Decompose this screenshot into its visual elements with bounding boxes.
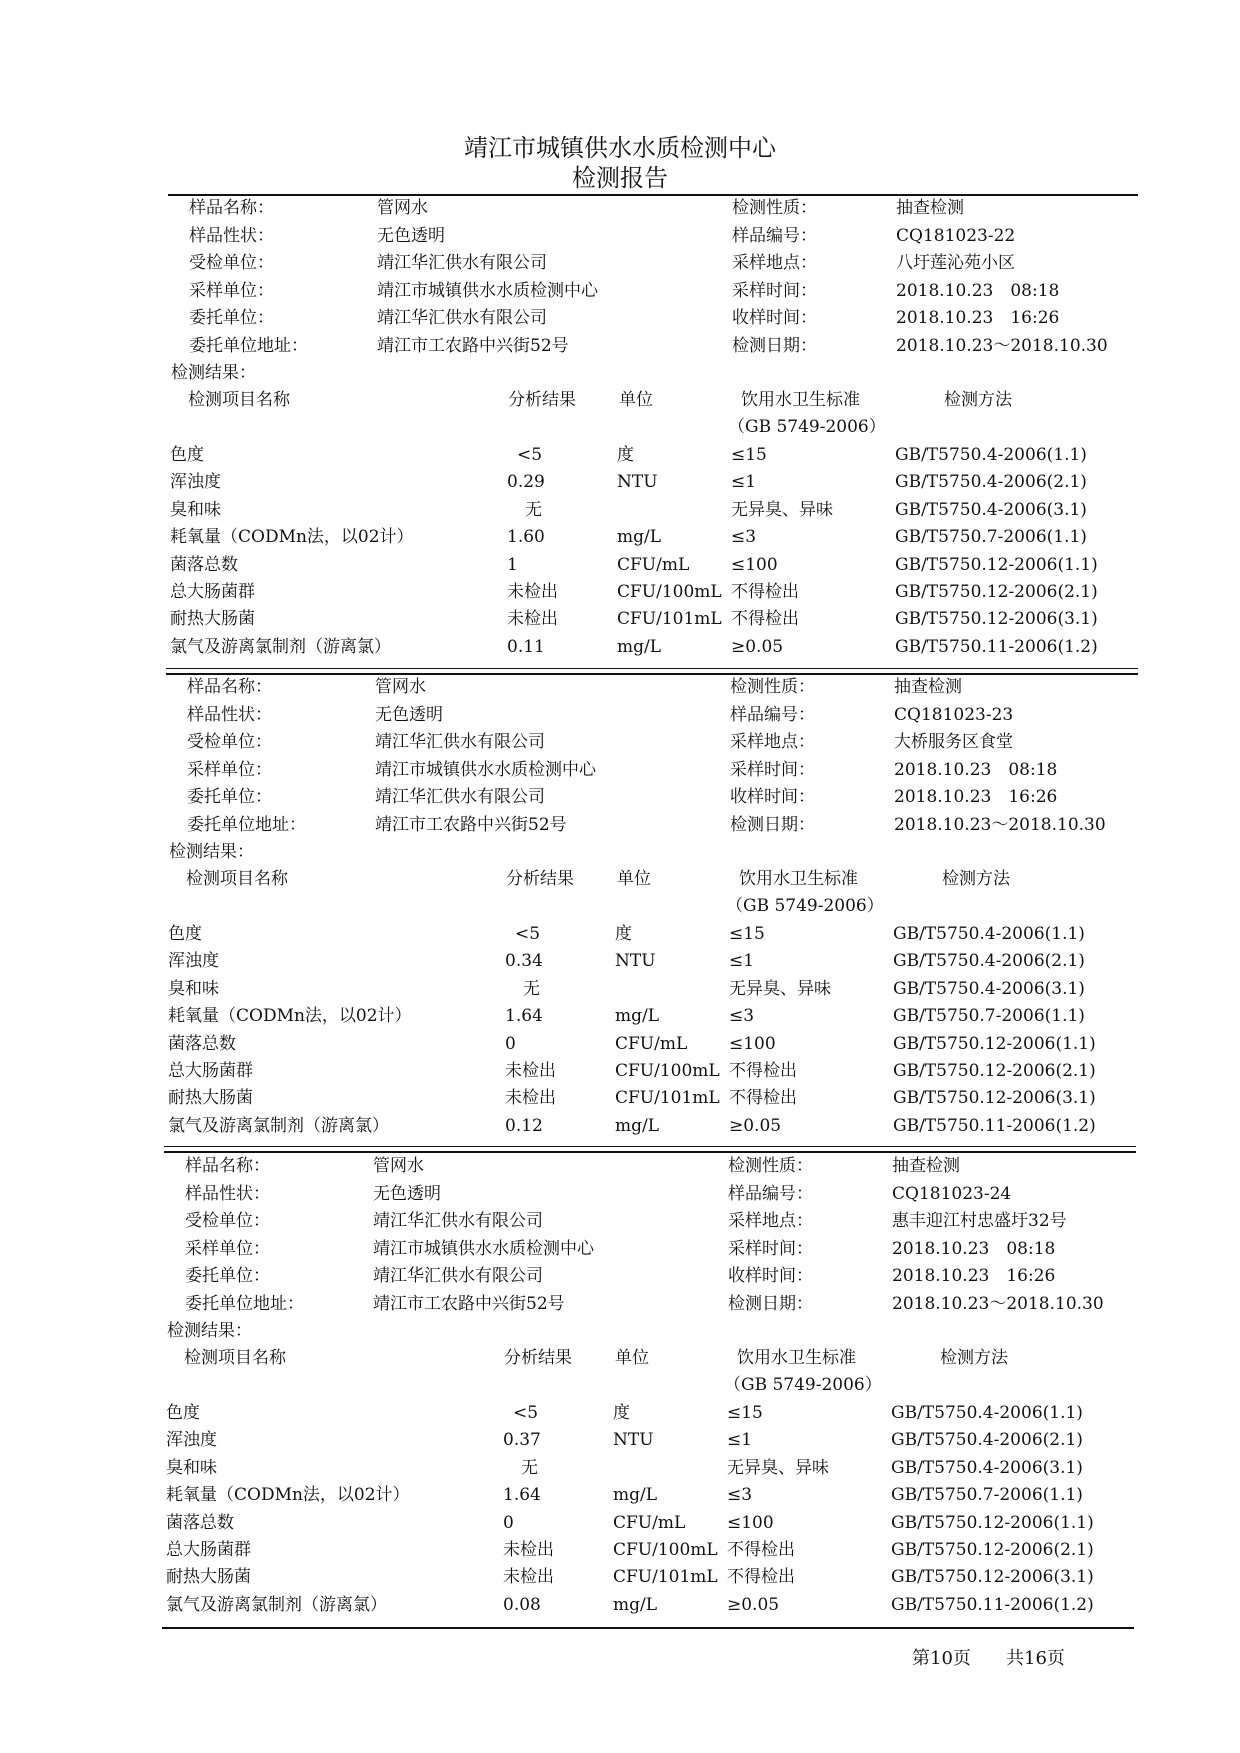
receive-time-label: 收样时间： — [732, 308, 817, 328]
sampling-time-value: 2018.10.23 08:18 — [896, 280, 1060, 301]
cell-item: 菌落总数 — [166, 1512, 234, 1533]
cell-item: 氯气及游离氯制剂（游离氯） — [166, 1594, 387, 1615]
cell-item: 浑浊度 — [166, 1430, 217, 1451]
sampling-site-label: 采样地点： — [732, 253, 817, 273]
column-header-result: 分析结果 — [508, 390, 576, 410]
cell-unit: 度 — [617, 445, 634, 465]
cell-result: 无 — [525, 499, 542, 520]
receive-time-value: 2018.10.23 16:26 — [896, 308, 1060, 328]
column-header-standard: 饮用水卫生标准 — [739, 869, 858, 889]
cell-standard: 不得检出 — [729, 1061, 797, 1081]
cell-method: GB/T5750.12-2006(2.1) — [893, 1061, 1096, 1081]
cell-method: GB/T5750.7-2006(1.1) — [895, 527, 1087, 548]
cell-standard: ≤15 — [727, 1403, 763, 1423]
sampling-site-value: 八圩莲沁苑小区 — [896, 253, 1015, 273]
cell-result: 未检出 — [503, 1567, 554, 1588]
cell-standard: 不得检出 — [727, 1540, 795, 1560]
cell-standard: 不得检出 — [731, 582, 799, 602]
results-label: 检测结果： — [167, 1321, 252, 1341]
test-date-label: 检测日期： — [730, 814, 815, 835]
column-header-standard: 饮用水卫生标准 — [741, 390, 860, 410]
sampling-unit-value: 靖江市城镇供水水质检测中心 — [373, 1238, 594, 1259]
cell-result: 0 — [505, 1033, 516, 1054]
cell-unit: mg/L — [615, 1115, 660, 1136]
report-title: 检测报告 — [572, 164, 668, 192]
cell-item: 耐热大肠菌 — [166, 1567, 251, 1588]
cell-result: 0.08 — [503, 1594, 541, 1615]
cell-method: GB/T5750.4-2006(2.1) — [891, 1430, 1083, 1451]
cell-item: 耗氧量（CODMn法，以02计） — [168, 1006, 412, 1027]
cell-method: GB/T5750.12-2006(2.1) — [895, 582, 1098, 602]
column-header-method: 检测方法 — [942, 869, 1010, 889]
sample-section — [0, 195, 1240, 665]
inspected-unit-label: 受检单位： — [187, 732, 272, 752]
cell-standard: ≤15 — [729, 924, 765, 944]
cell-item: 总大肠菌群 — [166, 1540, 251, 1560]
column-header-unit: 单位 — [615, 1348, 649, 1368]
receive-time-label: 收样时间： — [728, 1266, 813, 1286]
cell-method: GB/T5750.12-2006(3.1) — [895, 609, 1098, 630]
cell-result: 未检出 — [507, 609, 558, 630]
sampling-site-value: 惠丰迎江村忠盛圩32号 — [892, 1211, 1067, 1231]
inspected-unit-value: 靖江华汇供水有限公司 — [377, 253, 547, 273]
cell-result: 无 — [521, 1457, 538, 1478]
cell-method: GB/T5750.12-2006(2.1) — [891, 1540, 1094, 1560]
cell-method: GB/T5750.11-2006(1.2) — [895, 636, 1098, 657]
sampling-time-label: 采样时间： — [728, 1238, 813, 1259]
inspected-unit-value: 靖江华汇供水有限公司 — [375, 732, 545, 752]
results-label: 检测结果： — [171, 363, 256, 383]
sample-no-value: CQ181023-22 — [896, 225, 1016, 246]
client-address-value: 靖江市工农路中兴街52号 — [377, 335, 569, 356]
sample-name-value: 管网水 — [375, 677, 426, 697]
cell-result: 0.12 — [505, 1115, 543, 1136]
cell-method: GB/T5750.12-2006(3.1) — [891, 1567, 1094, 1588]
cell-method: GB/T5750.11-2006(1.2) — [891, 1594, 1094, 1615]
column-header-method: 检测方法 — [944, 390, 1012, 410]
client-address-value: 靖江市工农路中兴街52号 — [375, 814, 567, 835]
sampling-unit-label: 采样单位： — [187, 759, 272, 780]
sample-name-value: 管网水 — [373, 1156, 424, 1176]
cell-item: 耗氧量（CODMn法，以02计） — [166, 1485, 410, 1506]
cell-method: GB/T5750.4-2006(2.1) — [895, 472, 1087, 493]
cell-result: 未检出 — [507, 582, 558, 602]
sample-section — [0, 1153, 1240, 1623]
cell-result: 0.11 — [507, 636, 545, 657]
cell-item: 臭和味 — [168, 978, 219, 999]
cell-item: 氯气及游离氯制剂（游离氯） — [168, 1115, 389, 1136]
client-unit-value: 靖江华汇供水有限公司 — [377, 308, 547, 328]
sample-state-value: 无色透明 — [375, 704, 443, 725]
cell-unit: CFU/mL — [613, 1512, 686, 1533]
client-unit-label: 委托单位： — [189, 308, 274, 328]
cell-standard: 无异臭、异味 — [727, 1457, 829, 1478]
cell-standard: 不得检出 — [729, 1088, 797, 1109]
page-number: 第10页 — [912, 1648, 971, 1669]
cell-unit: CFU/mL — [617, 554, 690, 575]
inspected-unit-label: 受检单位： — [185, 1211, 270, 1231]
sample-section — [0, 674, 1240, 1144]
sampling-unit-label: 采样单位： — [185, 1238, 270, 1259]
cell-item: 氯气及游离氯制剂（游离氯） — [170, 636, 391, 657]
test-nature-label: 检测性质： — [732, 198, 817, 218]
column-header-unit: 单位 — [617, 869, 651, 889]
page-total: 共16页 — [1006, 1648, 1065, 1669]
cell-result: 未检出 — [505, 1061, 556, 1081]
cell-result: <5 — [517, 445, 543, 465]
cell-item: 总大肠菌群 — [168, 1061, 253, 1081]
client-unit-value: 靖江华汇供水有限公司 — [375, 787, 545, 807]
cell-item: 耗氧量（CODMn法，以02计） — [170, 527, 414, 548]
cell-standard: ≤1 — [731, 472, 757, 493]
cell-unit: CFU/100mL — [613, 1540, 718, 1560]
cell-unit: CFU/101mL — [617, 609, 722, 630]
cell-standard: 无异臭、异味 — [731, 499, 833, 520]
cell-result: 1 — [507, 554, 518, 575]
test-nature-value: 抽查检测 — [896, 198, 964, 218]
cell-unit: NTU — [615, 951, 656, 972]
column-header-item: 检测项目名称 — [184, 1348, 286, 1368]
cell-result: 未检出 — [505, 1088, 556, 1109]
cell-method: GB/T5750.12-2006(1.1) — [891, 1512, 1094, 1533]
cell-standard: ≤3 — [729, 1006, 755, 1027]
sampling-site-label: 采样地点： — [728, 1211, 813, 1231]
sample-state-label: 样品性状： — [189, 225, 274, 246]
client-unit-label: 委托单位： — [187, 787, 272, 807]
sampling-site-value: 大桥服务区食堂 — [894, 732, 1013, 752]
cell-result: 0 — [503, 1512, 514, 1533]
test-date-label: 检测日期： — [728, 1293, 813, 1314]
cell-method: GB/T5750.7-2006(1.1) — [893, 1006, 1085, 1027]
cell-unit: 度 — [613, 1403, 630, 1423]
cell-item: 臭和味 — [166, 1457, 217, 1478]
sampling-time-value: 2018.10.23 08:18 — [892, 1238, 1056, 1259]
cell-unit: NTU — [613, 1430, 654, 1451]
sample-name-label: 样品名称： — [187, 677, 272, 697]
cell-result: 未检出 — [503, 1540, 554, 1560]
cell-method: GB/T5750.4-2006(3.1) — [895, 499, 1087, 520]
cell-item: 耐热大肠菌 — [170, 609, 255, 630]
cell-method: GB/T5750.12-2006(3.1) — [893, 1088, 1096, 1109]
cell-method: GB/T5750.4-2006(1.1) — [895, 445, 1087, 465]
cell-unit: 度 — [615, 924, 632, 944]
cell-standard: ≥0.05 — [731, 636, 784, 657]
client-address-label: 委托单位地址： — [185, 1293, 304, 1314]
cell-item: 浑浊度 — [170, 472, 221, 493]
cell-standard: ≤100 — [727, 1512, 774, 1533]
cell-result: 0.29 — [507, 472, 545, 493]
sample-no-label: 样品编号： — [730, 704, 815, 725]
test-date-value: 2018.10.23～2018.10.30 — [896, 335, 1108, 356]
cell-unit: CFU/101mL — [615, 1088, 720, 1109]
cell-method: GB/T5750.4-2006(3.1) — [891, 1457, 1083, 1478]
cell-method: GB/T5750.4-2006(1.1) — [891, 1403, 1083, 1423]
cell-result: 无 — [523, 978, 540, 999]
cell-unit: CFU/101mL — [613, 1567, 718, 1588]
test-date-value: 2018.10.23～2018.10.30 — [894, 814, 1106, 835]
cell-item: 浑浊度 — [168, 951, 219, 972]
column-header-standard-ref: （GB 5749-2006） — [728, 417, 886, 437]
cell-standard: ≥0.05 — [727, 1594, 780, 1615]
cell-method: GB/T5750.4-2006(2.1) — [893, 951, 1085, 972]
cell-standard: ≥0.05 — [729, 1115, 782, 1136]
cell-standard: ≤100 — [731, 554, 778, 575]
cell-standard: 不得检出 — [731, 609, 799, 630]
sample-no-value: CQ181023-24 — [892, 1183, 1012, 1204]
column-header-item: 检测项目名称 — [186, 869, 288, 889]
column-header-standard-ref: （GB 5749-2006） — [726, 896, 884, 916]
cell-method: GB/T5750.4-2006(1.1) — [893, 924, 1085, 944]
cell-method: GB/T5750.7-2006(1.1) — [891, 1485, 1083, 1506]
cell-item: 臭和味 — [170, 499, 221, 520]
cell-unit: CFU/mL — [615, 1033, 688, 1054]
client-address-value: 靖江市工农路中兴街52号 — [373, 1293, 565, 1314]
client-unit-label: 委托单位： — [185, 1266, 270, 1286]
cell-method: GB/T5750.4-2006(3.1) — [893, 978, 1085, 999]
sample-no-label: 样品编号： — [728, 1183, 813, 1204]
sampling-unit-label: 采样单位： — [189, 280, 274, 301]
cell-method: GB/T5750.12-2006(1.1) — [895, 554, 1098, 575]
cell-result: 1.60 — [507, 527, 545, 548]
test-date-label: 检测日期： — [732, 335, 817, 356]
cell-unit: mg/L — [613, 1594, 658, 1615]
report-org: 靖江市城镇供水水质检测中心 — [464, 134, 776, 162]
cell-standard: ≤100 — [729, 1033, 776, 1054]
sampling-time-label: 采样时间： — [732, 280, 817, 301]
cell-standard: ≤1 — [727, 1430, 753, 1451]
cell-item: 色度 — [170, 445, 204, 465]
cell-item: 色度 — [166, 1403, 200, 1423]
sample-name-label: 样品名称： — [189, 198, 274, 218]
sample-name-value: 管网水 — [377, 198, 428, 218]
column-header-item: 检测项目名称 — [188, 390, 290, 410]
receive-time-label: 收样时间： — [730, 787, 815, 807]
inspected-unit-value: 靖江华汇供水有限公司 — [373, 1211, 543, 1231]
sampling-time-value: 2018.10.23 08:18 — [894, 759, 1058, 780]
sample-no-value: CQ181023-23 — [894, 704, 1014, 725]
test-nature-label: 检测性质： — [728, 1156, 813, 1176]
column-header-unit: 单位 — [619, 390, 653, 410]
receive-time-value: 2018.10.23 16:26 — [892, 1266, 1056, 1286]
client-address-label: 委托单位地址： — [189, 335, 308, 356]
cell-method: GB/T5750.12-2006(1.1) — [893, 1033, 1096, 1054]
cell-result: <5 — [515, 924, 541, 944]
cell-unit: mg/L — [613, 1485, 658, 1506]
cell-item: 总大肠菌群 — [170, 582, 255, 602]
separator-line — [164, 1146, 1136, 1147]
separator-line — [162, 1627, 1134, 1629]
cell-result: 1.64 — [505, 1006, 543, 1027]
inspected-unit-label: 受检单位： — [189, 253, 274, 273]
sampling-unit-value: 靖江市城镇供水水质检测中心 — [375, 759, 596, 780]
sample-state-label: 样品性状： — [185, 1183, 270, 1204]
cell-method: GB/T5750.11-2006(1.2) — [893, 1115, 1096, 1136]
cell-result: 0.34 — [505, 951, 543, 972]
cell-standard: 不得检出 — [727, 1567, 795, 1588]
cell-result: 1.64 — [503, 1485, 541, 1506]
test-nature-value: 抽查检测 — [894, 677, 962, 697]
column-header-method: 检测方法 — [940, 1348, 1008, 1368]
results-label: 检测结果： — [169, 842, 254, 862]
sample-no-label: 样品编号： — [732, 225, 817, 246]
cell-standard: ≤1 — [729, 951, 755, 972]
cell-standard: ≤15 — [731, 445, 767, 465]
cell-item: 菌落总数 — [168, 1033, 236, 1054]
column-header-result: 分析结果 — [506, 869, 574, 889]
test-nature-label: 检测性质： — [730, 677, 815, 697]
client-address-label: 委托单位地址： — [187, 814, 306, 835]
column-header-standard-ref: （GB 5749-2006） — [724, 1375, 882, 1395]
receive-time-value: 2018.10.23 16:26 — [894, 787, 1058, 807]
cell-result: <5 — [513, 1403, 539, 1423]
cell-standard: ≤3 — [727, 1485, 753, 1506]
cell-standard: ≤3 — [731, 527, 757, 548]
cell-unit: CFU/100mL — [615, 1061, 720, 1081]
cell-unit: mg/L — [617, 636, 662, 657]
cell-unit: mg/L — [617, 527, 662, 548]
sample-name-label: 样品名称： — [185, 1156, 270, 1176]
column-header-result: 分析结果 — [504, 1348, 572, 1368]
cell-unit: mg/L — [615, 1006, 660, 1027]
test-nature-value: 抽查检测 — [892, 1156, 960, 1176]
sample-state-label: 样品性状： — [187, 704, 272, 725]
cell-unit: NTU — [617, 472, 658, 493]
client-unit-value: 靖江华汇供水有限公司 — [373, 1266, 543, 1286]
cell-item: 耐热大肠菌 — [168, 1088, 253, 1109]
cell-standard: 无异臭、异味 — [729, 978, 831, 999]
column-header-standard: 饮用水卫生标准 — [737, 1348, 856, 1368]
sample-state-value: 无色透明 — [377, 225, 445, 246]
cell-result: 0.37 — [503, 1430, 541, 1451]
separator-line — [166, 668, 1138, 669]
sampling-time-label: 采样时间： — [730, 759, 815, 780]
cell-item: 菌落总数 — [170, 554, 238, 575]
cell-unit: CFU/100mL — [617, 582, 722, 602]
sampling-unit-value: 靖江市城镇供水水质检测中心 — [377, 280, 598, 301]
cell-item: 色度 — [168, 924, 202, 944]
sample-state-value: 无色透明 — [373, 1183, 441, 1204]
test-date-value: 2018.10.23～2018.10.30 — [892, 1293, 1104, 1314]
sampling-site-label: 采样地点： — [730, 732, 815, 752]
